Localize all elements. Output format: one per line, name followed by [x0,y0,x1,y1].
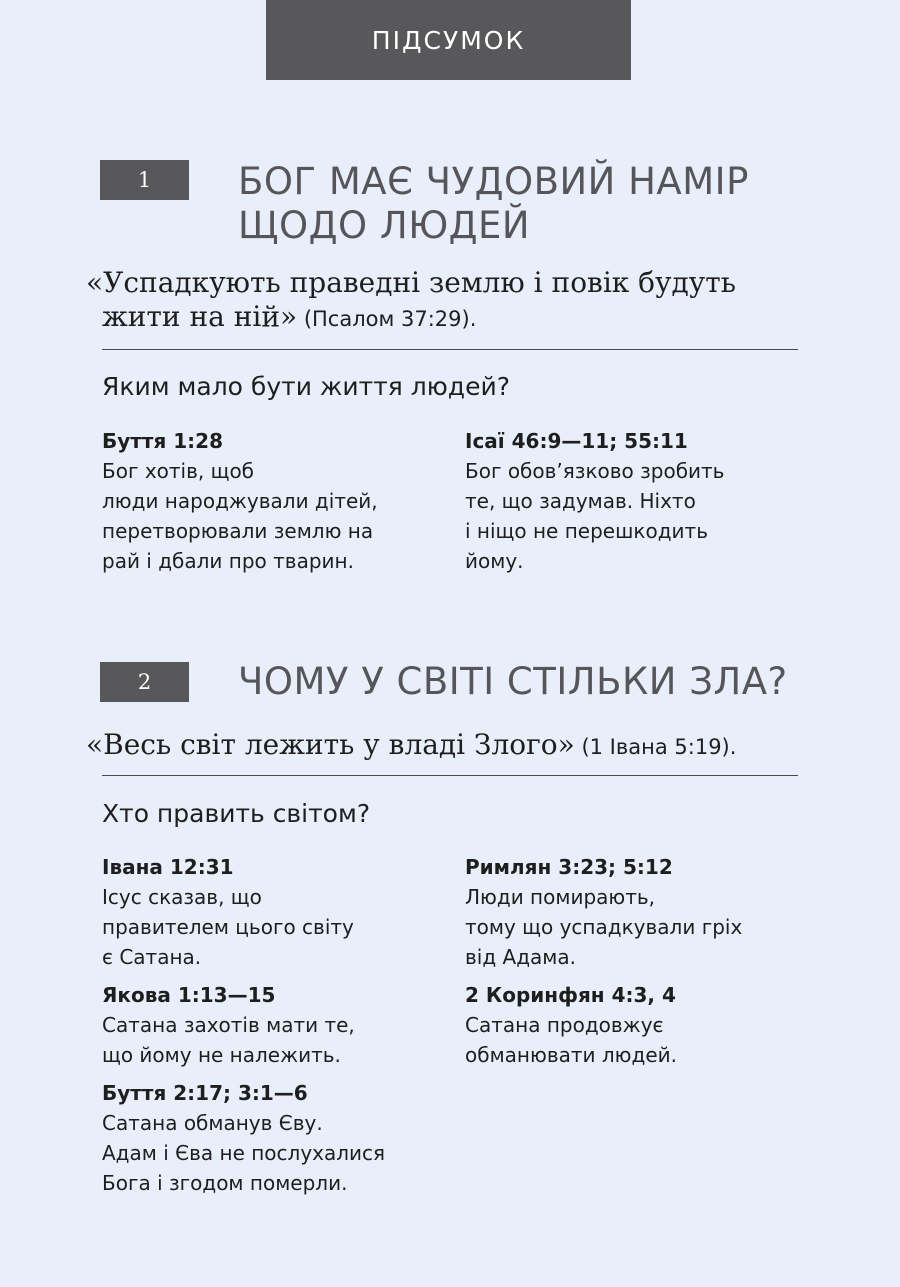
section-1-number: 1 [137,168,152,192]
section-1-left-column [102,426,432,584]
scripture-ref: Буття 2:17; 3:1—6 [102,1081,308,1105]
section-2-quote-text: «Весь світ лежить у владі Злого» [86,728,575,761]
summary-title: ПІДСУМОК [371,25,526,55]
scripture-ref: 2 Коринфян 4:3, 4 [465,983,676,1007]
scripture-entry [102,426,432,576]
section-2-number-badge [100,662,189,702]
scripture-text: Бог хотів, щоб люди народжували дітей, перетворювали землю на рай і дбали про тварин. [102,459,378,573]
scripture-text: Ісус сказав, що правителем цього світу є Сатана. [102,885,354,969]
scripture-ref: Івана 12:31 [102,855,234,879]
scripture-ref: Буття 1:28 [102,429,224,453]
section-1-title-line1: БОГ МАЄ ЧУДОВИЙ НАМІР [238,160,749,203]
section-1-divider [102,349,798,350]
scripture-ref: Якова 1:13—15 [102,983,276,1007]
scripture-text: Люди помирають, тому що успадкували гріх від Адама. [465,885,743,969]
section-2-title-line1: ЧОМУ У СВІТІ СТІЛЬКИ ЗЛА? [238,660,788,703]
scripture-ref: Римлян 3:23; 5:12 [465,855,673,879]
scripture-entry [465,980,795,1070]
section-2-number: 2 [137,670,152,694]
summary-header-tab [266,0,631,80]
section-1-number-badge [100,160,189,200]
section-1-quote-line1: «Успадкують праведні землю і повік будуть [86,266,736,299]
section-1-quote-line2: жити на ній» [102,300,298,333]
section-1-right-column [465,426,795,584]
scripture-ref: Ісаї 46:9—11; 55:11 [465,429,688,453]
section-1-quote [86,266,806,336]
section-1-quote-ref: (Псалом 37:29). [297,307,477,331]
section-2-right-column [465,852,795,1078]
section-1-title-line2: ЩОДО ЛЮДЕЙ [238,204,531,247]
scripture-text: Сатана продовжує обманювати людей. [465,1013,677,1067]
scripture-entry [102,980,432,1070]
scripture-text: Сатана захотів мати те, що йому не належить. [102,1013,355,1067]
section-2-quote [86,728,806,764]
section-1-title [238,160,838,248]
section-1-question: Яким мало бути життя людей? [102,372,510,401]
scripture-text: Сатана обманув Єву. Адам і Єва не послухалися Бога і згодом померли. [102,1111,386,1195]
scripture-entry [102,852,432,972]
scripture-entry [465,426,795,576]
scripture-entry [102,1078,432,1198]
scripture-text: Бог обов’язково зробить те, що задумав. Ніхто і ніщо не перешкодить йому. [465,459,725,573]
section-2-title [238,660,838,704]
section-2-divider [102,775,798,776]
section-2-question: Хто править світом? [102,799,371,828]
section-2-left-column [102,852,432,1206]
section-2-quote-ref: (1 Івана 5:19). [574,735,737,759]
scripture-entry [465,852,795,972]
